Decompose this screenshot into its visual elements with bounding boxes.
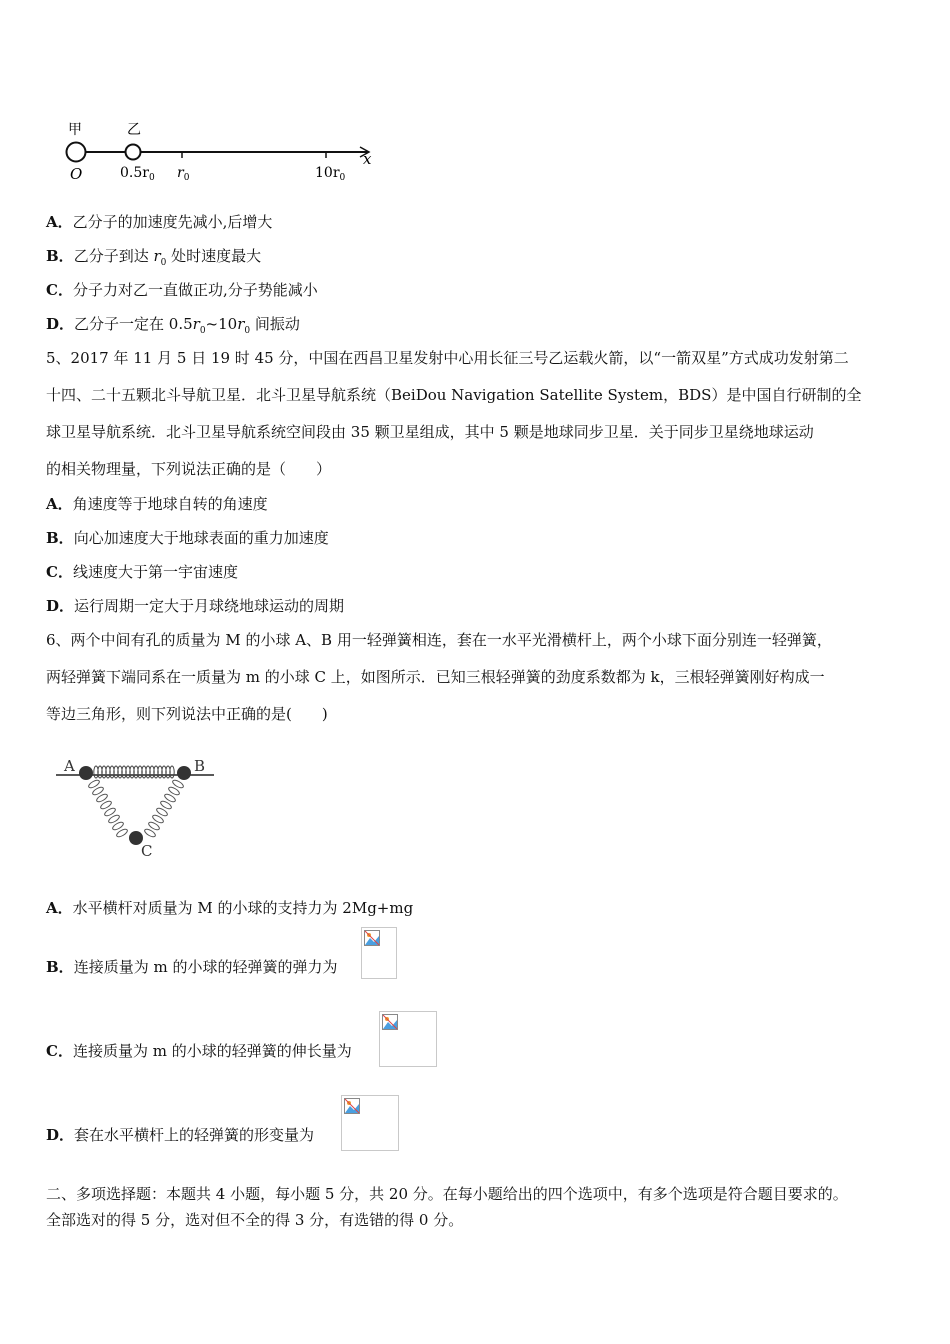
q5-option-c: C．线速度大于第一宇宙速度 — [46, 563, 238, 581]
label-x: x — [363, 150, 372, 168]
q5-stem-line-2: 十四、二十五颗北斗导航卫星．北斗卫星导航系统（BeiDou Navigation Satellite System，BDS）是中国自行研制的全 — [46, 386, 862, 404]
label-b: B — [194, 757, 206, 775]
q4-option-a: A．乙分子的加速度先减小,后增大 — [46, 213, 273, 231]
molecule-axis-figure — [60, 118, 380, 188]
q5-option-b: B．向心加速度大于地球表面的重力加速度 — [46, 529, 329, 547]
label-half-r0: $0.5r_0$ — [120, 165, 155, 183]
label-c: C — [141, 842, 153, 860]
q4-option-b: B．乙分子到达 $r_0$ 处时速度最大 — [46, 247, 262, 268]
q6-option-a: A．水平横杆对质量为 M 的小球的支持力为 2Mg+mg — [46, 899, 414, 917]
q5-option-a: A．角速度等于地球自转的角速度 — [46, 495, 268, 513]
molecule-yi — [126, 145, 141, 160]
q6-option-d: D．套在水平横杆上的轻弹簧的形变量为 — [46, 1126, 315, 1144]
broken-image-icon — [344, 1098, 360, 1114]
left-spring — [88, 779, 129, 839]
molecule-jia — [67, 143, 86, 162]
q6-stem-line-1: 6、两个中间有孔的质量为 M 的小球 A、B 用一轻弹簧相连，套在一水平光滑横杆上，两个小球下面分别连一轻弹簧， — [46, 631, 832, 649]
q5-stem-line-3: 球卫星导航系统．北斗卫星导航系统空间段由 35 颗卫星组成，其中 5 颗是地球同步卫星．关于同步卫星绕地球运动 — [46, 423, 814, 441]
label-a: A — [64, 757, 75, 775]
section2-instructions-line-1: 二、多项选择题：本题共 4 小题，每小题 5 分，共 20 分。在每小题给出的四个选项中，有多个选项是符合题目要求的。 — [46, 1185, 848, 1203]
q6-option-c: C．连接质量为 m 的小球的轻弹簧的伸长量为 — [46, 1042, 352, 1060]
ball-a — [79, 766, 93, 780]
q5-stem-line-1: 5、2017 年 11 月 5 日 19 时 45 分，中国在西昌卫星发射中心用长征三号乙运载火箭，以“一箭双星”方式成功发射第二 — [46, 349, 849, 367]
top-spring — [94, 766, 174, 778]
formula-image-placeholder-c — [379, 1011, 437, 1067]
q4-option-d: D．乙分子一定在 $0.5r_0\sim 10r_0$ 间振动 — [46, 315, 300, 336]
broken-image-icon — [364, 930, 380, 946]
q5-option-d: D．运行周期一定大于月球绕地球运动的周期 — [46, 597, 345, 615]
label-jia: 甲 — [68, 122, 82, 138]
right-spring — [144, 779, 185, 839]
label-10r0: $10r_0$ — [315, 165, 346, 183]
q6-option-b: B．连接质量为 m 的小球的轻弹簧的弹力为 — [46, 958, 338, 976]
formula-image-placeholder-b — [361, 927, 397, 979]
formula-image-placeholder-d — [341, 1095, 399, 1151]
broken-image-icon — [382, 1014, 398, 1030]
q6-stem-line-2: 两轻弹簧下端同系在一质量为 m 的小球 C 上，如图所示．已知三根轻弹簧的劲度系数都为 k，三根轻弹簧刚好构成一 — [46, 668, 825, 686]
q6-stem-line-3: 等边三角形，则下列说法中正确的是( ) — [46, 705, 328, 723]
spring-triangle-figure — [54, 750, 229, 865]
label-r0: $r_0$ — [177, 165, 190, 183]
q4-option-c: C．分子力对乙一直做正功,分子势能减小 — [46, 281, 318, 299]
label-origin: O — [70, 165, 83, 183]
ball-b — [177, 766, 191, 780]
label-yi: 乙 — [127, 122, 141, 138]
q5-stem-line-4: 的相关物理量，下列说法正确的是（ ） — [46, 460, 332, 478]
section2-instructions-line-2: 全部选对的得 5 分，选对但不全的得 3 分，有选错的得 0 分。 — [46, 1211, 464, 1229]
